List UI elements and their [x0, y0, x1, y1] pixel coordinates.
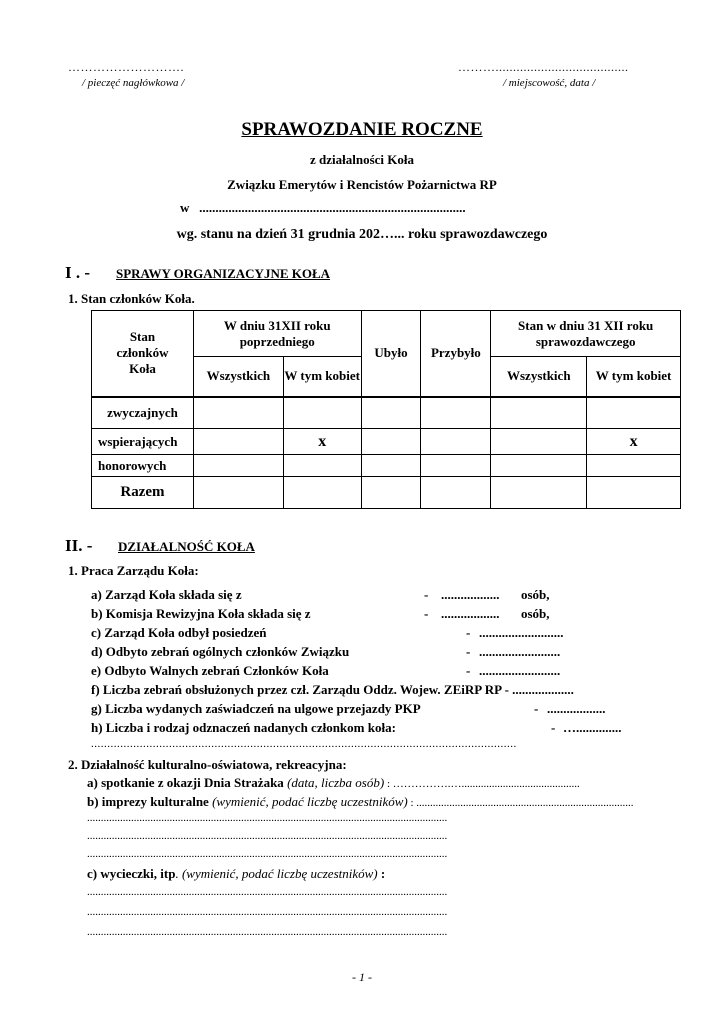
table-cell[interactable]	[361, 477, 421, 509]
table-cell[interactable]	[491, 397, 587, 429]
dots-line-2: ...................................................................................................................................	[87, 830, 448, 842]
place-date-label: / miejscowość, data /	[503, 77, 596, 89]
list-item: a) Zarząd Koła składa się z - .................. osób,	[91, 587, 550, 602]
list-item: d) Odbyto zebrań ogólnych członków Związku - .........................	[91, 644, 561, 659]
row-label-zwyczajnych: zwyczajnych	[92, 397, 194, 429]
table-cell[interactable]	[193, 397, 283, 429]
header-przybylo: Przybyło	[421, 311, 491, 397]
table-cell[interactable]	[491, 477, 587, 509]
long-dots-line: ...................................................................................................................................	[91, 738, 517, 750]
table-cell[interactable]	[421, 397, 491, 429]
table-cell[interactable]	[193, 455, 283, 477]
x-mark: x	[283, 429, 361, 455]
page-number: - 1 -	[352, 970, 372, 984]
header-all-curr: Wszystkich	[491, 357, 587, 397]
table-cell[interactable]	[491, 429, 587, 455]
subtitle-4: wg. stanu na dzień 31 grudnia 202…... roku sprawozdawczego	[176, 227, 548, 242]
table-cell[interactable]	[283, 455, 361, 477]
dots-line-4: ...................................................................................................................................	[87, 886, 448, 898]
table-cell[interactable]	[283, 477, 361, 509]
list-item: g) Liczba wydanych zaświadczeń na ulgowe przejazdy PKP - ..................	[91, 701, 606, 716]
dots-line-3: ...................................................................................................................................	[87, 848, 448, 860]
table-cell[interactable]	[193, 429, 283, 455]
list-item: f) Liczba zebrań obsłużonych przez czł. Zarządu Oddz. Wojew. ZEiRP RP - ...................	[91, 682, 574, 697]
subtitle-3: w ..................................................................................	[180, 200, 466, 215]
table-cell[interactable]	[491, 455, 587, 477]
section1-title: SPRAWY ORGANIZACYJNE KOŁA	[116, 266, 331, 281]
table-cell[interactable]	[193, 477, 283, 509]
list-item: b) Komisja Rewizyjna Koła składa się z - .................. osób,	[91, 606, 550, 621]
section1-sub: 1. Stan członków Koła.	[68, 291, 195, 306]
place-date-dots: ………......................................	[458, 60, 629, 74]
list-item: e) Odbyto Walnych zebrań Członków Koła - .........................	[91, 663, 561, 678]
dots-line-5: ...................................................................................................................................	[87, 906, 448, 918]
header-stan: Stan członków Koła	[92, 311, 194, 397]
table-cell[interactable]	[283, 397, 361, 429]
section2-sub2: 2. Działalność kulturalno-oświatowa, rekreacyjna:	[68, 757, 347, 772]
dots-line-1: ...................................................................................................................................	[87, 812, 448, 824]
item-c-wycieczki: c) wycieczki, itp. (wymienić, podać liczbę uczestników) :	[87, 866, 386, 881]
section2-number: II. -	[65, 536, 93, 555]
subtitle-1: z działalności Koła	[310, 152, 414, 167]
header-women-curr: W tym kobiet	[587, 357, 681, 397]
table-cell[interactable]	[361, 455, 421, 477]
table-cell[interactable]	[421, 477, 491, 509]
header-current-year: Stan w dniu 31 XII roku sprawozdawczego	[491, 311, 681, 357]
list-item: c) Zarząd Koła odbył posiedzeń - ..........................	[91, 625, 564, 640]
item-a-strazak: a) spotkanie z okazji Dnia Strażaka (data, liczba osób) : …………….…...........................................	[87, 775, 580, 790]
table-cell[interactable]	[421, 455, 491, 477]
subtitle-2: Związku Emerytów i Rencistów Pożarnictwa RP	[227, 177, 497, 192]
header-prev-year: W dniu 31XII roku poprzedniego	[193, 311, 361, 357]
x-mark: x	[587, 429, 681, 455]
section2-sub1: 1. Praca Zarządu Koła:	[68, 563, 199, 578]
stamp-label: / pieczęć nagłówkowa /	[82, 77, 185, 89]
row-label-wspierajacych: wspierających	[92, 429, 194, 455]
table-cell[interactable]	[587, 397, 681, 429]
dots-line-6: ...................................................................................................................................	[87, 926, 448, 938]
members-table	[91, 310, 681, 509]
table-cell[interactable]	[587, 455, 681, 477]
table-cell[interactable]	[361, 397, 421, 429]
section1-number: I . -	[65, 263, 91, 282]
table-cell[interactable]	[361, 429, 421, 455]
header-all-prev: Wszystkich	[193, 357, 283, 397]
section2-title: DZIAŁALNOŚĆ KOŁA	[118, 539, 255, 554]
header-ubylo: Ubyło	[361, 311, 421, 397]
table-cell[interactable]	[587, 477, 681, 509]
header-women-prev: W tym kobiet	[283, 357, 361, 397]
stamp-dots: ……………………….	[68, 60, 184, 74]
item-b-imprezy: b) imprezy kulturalne (wymienić, podać liczbę uczestników) : ...............................................................................	[87, 794, 634, 809]
list-item: h) Liczba i rodzaj odznaczeń nadanych członkom koła: - …..............	[91, 720, 622, 735]
row-label-razem: Razem	[92, 477, 194, 509]
table-cell[interactable]	[421, 429, 491, 455]
row-label-honorowych: honorowych	[92, 455, 194, 477]
page-title: SPRAWOZDANIE ROCZNE	[241, 119, 483, 140]
